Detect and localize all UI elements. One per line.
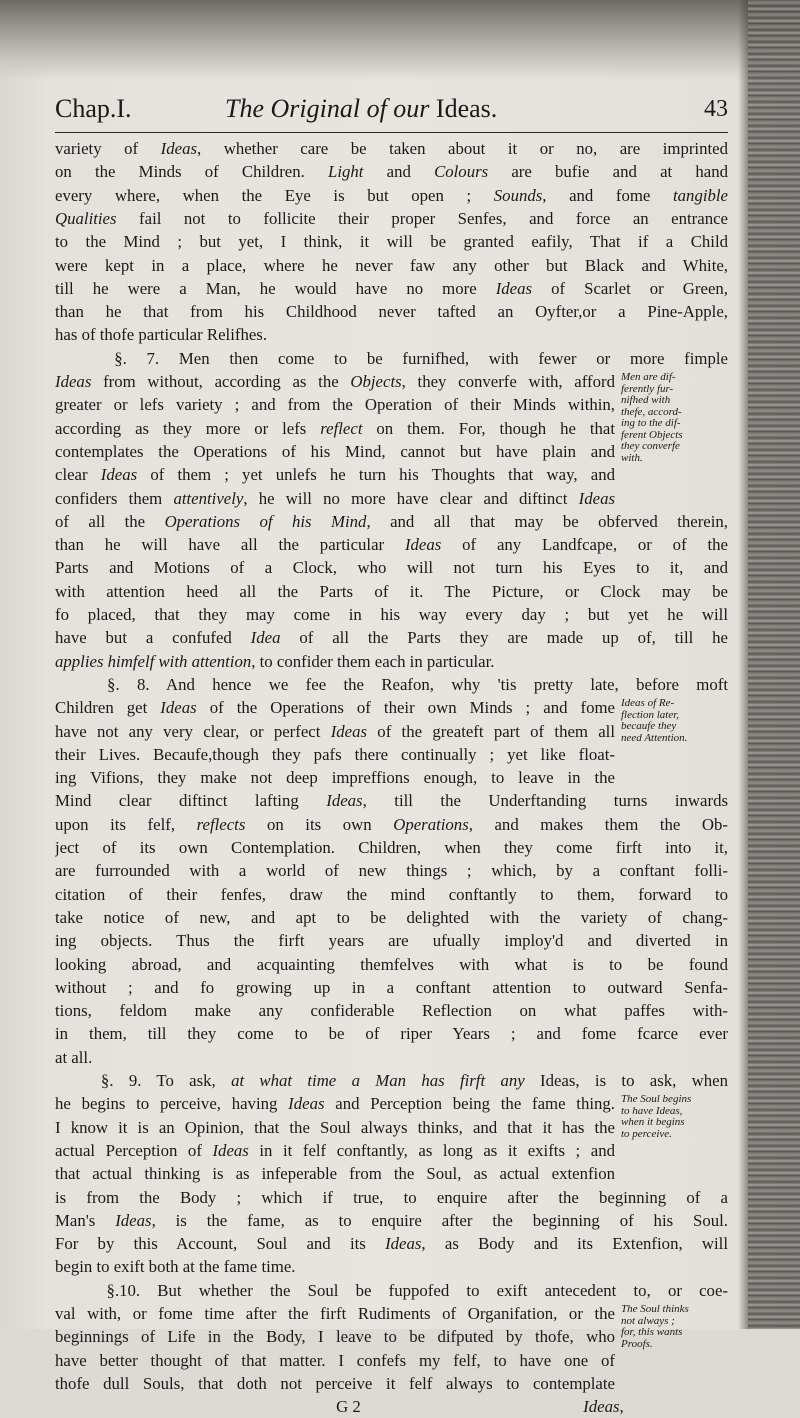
- body-text: [55, 137, 728, 1417]
- text-line: than he will have all the particular Ideas of any Landfcape, or of the: [55, 535, 728, 555]
- margin-note-line: to perceive.: [621, 1128, 672, 1140]
- margin-note-line: The Soul begins: [621, 1094, 692, 1106]
- margin-note-line: flection later,: [621, 709, 680, 721]
- text-line: greater or lefs variety ; and from the Operation of their Minds within,: [55, 395, 615, 415]
- text-line: §. 9. To ask, at what time a Man has firft any Ideas, is to ask, when: [55, 1071, 728, 1090]
- margin-note-line: they converfe: [621, 441, 680, 452]
- margin-note-line: Ideas of Re-: [621, 698, 675, 710]
- margin-note-line: when it begins: [621, 1117, 685, 1129]
- margin-note-line: with.: [621, 452, 643, 464]
- page-top-shadow: [0, 0, 800, 80]
- margin-note-line: Proofs.: [621, 1338, 653, 1350]
- text-line: every where, when the Eye is but open ; Sounds, and fome tangible: [55, 185, 728, 205]
- text-line: clear Ideas of them ; yet unlefs he turn his Thoughts that way, and: [55, 465, 615, 485]
- running-header: [55, 92, 728, 132]
- margin-note: [621, 1304, 701, 1350]
- text-line: I know it is an Opinion, that the Soul always thinks, and that it has the: [55, 1117, 615, 1137]
- margin-note-line: need Attention.: [621, 732, 688, 744]
- text-line: their Lives. Becaufe,though they pafs there continually ; yet like float-: [55, 744, 615, 764]
- margin-note-line: not always ;: [621, 1315, 675, 1327]
- header-rule: [55, 132, 728, 133]
- margin-note: [621, 698, 701, 744]
- text-line: is from the Body ; which if true, to enquire after the beginning of a: [55, 1187, 728, 1207]
- text-line: at all.: [55, 1047, 93, 1067]
- text-line: Ideas from without, according as the Objects, they converfe with, afford: [55, 372, 615, 391]
- text-line: has of thofe particular Relifhes.: [55, 325, 268, 345]
- text-line: confiders them attentively, he will no more have clear and diftinct Ideas: [55, 488, 615, 508]
- text-line: that actual thinking is as infeperable from the Soul, as actual extenfion: [55, 1164, 615, 1184]
- text-line: have but a confufed Idea of all the Parts they are made up of, till he: [55, 628, 728, 648]
- text-line: take notice of new, and apt to be delighted with the variety of chang-: [55, 907, 728, 927]
- text-line: §.10. But whether the Soul be fuppofed to exift antecedent to, or coe-: [55, 1280, 728, 1300]
- text-line: upon its felf, reflects on its own Operations, and makes them the Ob-: [55, 814, 728, 834]
- text-line: fo placed, that they may come in his way every day ; but yet he will: [55, 605, 728, 624]
- chapter-label: Chap.I.: [55, 94, 132, 123]
- text-line: For by this Account, Soul and its Ideas, as Body and its Extenfion, will: [55, 1234, 728, 1254]
- text-line: according as they more or lefs reflect on them. For, though he that: [55, 418, 615, 438]
- book-spine: [748, 0, 800, 1329]
- margin-note-line: ferently fur-: [621, 383, 674, 395]
- text-line: were kept in a place, where he never faw any other but Black and White,: [55, 255, 728, 275]
- margin-note-line: to have Ideas,: [621, 1105, 683, 1117]
- text-line: val with, or fome time after the firft Rudiments of Organifation, or the: [55, 1304, 615, 1323]
- text-line: ing Vifions, they make not deep impreffions enough, to leave in the: [55, 768, 615, 788]
- title-prefix: The Original of our: [225, 94, 430, 123]
- text-line: citation of their fenfes, draw the mind conftantly to them, forward to: [55, 884, 728, 904]
- margin-note-line: Men are dif-: [621, 372, 676, 383]
- text-line: begin to exift both at the fame time.: [55, 1257, 296, 1277]
- text-line: are furrounded with a world of new things ; which, by a conftant folli-: [55, 861, 728, 881]
- text-line: G 2 Ideas,: [55, 1397, 624, 1417]
- title-suffix: Ideas.: [435, 94, 498, 123]
- text-line: §. 7. Men then come to be furnifhed, with fewer or more fimple: [55, 348, 728, 368]
- margin-note: [621, 1094, 701, 1140]
- text-line: tions, feldom make any confiderable Reflection on what paffes with-: [55, 1001, 728, 1021]
- text-line: he begins to perceive, having Ideas and Perception being the fame thing.: [55, 1094, 615, 1114]
- text-line: §. 8. And hence we fee the Reafon, why 'tis pretty late, before moft: [55, 674, 728, 694]
- text-line: actual Perception of Ideas in it felf conftantly, as long as it exifts ; and: [55, 1140, 615, 1160]
- margin-note: [621, 372, 701, 464]
- text-line: Mind clear diftinct lafting Ideas, till the Underftanding turns inwards: [55, 791, 728, 811]
- text-line: beginnings of Life in the Body, I leave to be difputed by thofe, who: [55, 1327, 615, 1347]
- text-line: ject of its own Contemplation. Children, when they come firft into it,: [55, 838, 728, 857]
- text-line: have better thought of that matter. I confefs my felf, to have one of: [55, 1350, 615, 1370]
- margin-note-line: becaufe they: [621, 721, 677, 733]
- text-line: Parts and Motions of a Clock, who will not turn his Eyes to it, and: [55, 558, 728, 578]
- text-line: Children get Ideas of the Operations of their own Minds ; and fome: [55, 698, 615, 718]
- text-line: Qualities fail not to follicite their proper Senfes, and force an entrance: [55, 208, 728, 228]
- text-line: till he were a Man, he would have no more Ideas of Scarlet or Green,: [55, 278, 728, 298]
- margin-note-line: ing to the dif-: [621, 418, 681, 429]
- margin-note-line: for, this wants: [621, 1327, 683, 1338]
- text-line: of all the Operations of his Mind, and all that may be obferved therein,: [55, 511, 728, 531]
- margin-note-line: The Soul thinks: [621, 1304, 689, 1315]
- text-line: without ; and fo growing up in a conftant attention to outward Senfa-: [55, 977, 728, 997]
- text-line: on the Minds of Children. Light and Colours are bufie and at hand: [55, 162, 728, 182]
- text-line: ing objects. Thus the firft years are ufually imploy'd and diverted in: [55, 931, 728, 951]
- margin-note-line: ferent Objects: [621, 429, 683, 441]
- text-line: in them, till they come to be of riper Years ; and fome fcarce ever: [55, 1024, 728, 1044]
- page-title: [225, 94, 497, 124]
- text-line: Man's Ideas, is the fame, as to enquire after the beginning of his Soul.: [55, 1210, 728, 1230]
- margin-note-line: nifhed with: [621, 395, 671, 406]
- text-line: with attention heed all the Parts of it. The Picture, or Clock may be: [55, 581, 728, 601]
- text-line: have not any very clear, or perfect Ideas of the greateft part of them all: [55, 721, 615, 741]
- text-line: variety of Ideas, whether care be taken about it or no, are imprinted: [55, 139, 728, 158]
- text-line: to the Mind ; but yet, I think, it will be granted eafily, That if a Child: [55, 232, 728, 252]
- text-line: contemplates the Operations of his Mind, cannot but have plain and: [55, 441, 615, 461]
- text-line: looking abroad, and acquainting themfelves with what is to be found: [55, 954, 728, 974]
- text-line: thofe dull Souls, that doth not perceive it felf always to contemplate: [55, 1373, 615, 1393]
- text-line: than he that from his Childhood never tafted an Oyfter,or a Pine-Apple,: [55, 302, 728, 322]
- page-number: 43: [704, 96, 728, 122]
- margin-note-line: thefe, accord-: [621, 406, 682, 418]
- text-line: applies himfelf with attention, to confider them each in particular.: [55, 651, 495, 671]
